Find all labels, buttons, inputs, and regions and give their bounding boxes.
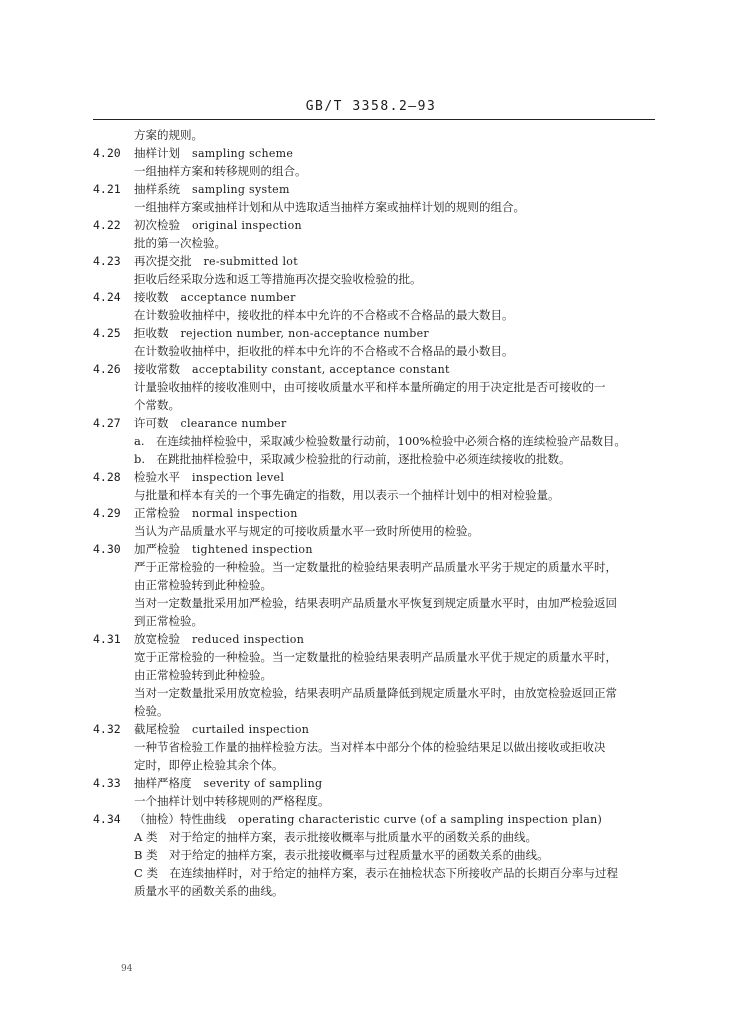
clause-heading xyxy=(0,144,742,162)
definition-text: C 类 在连续抽样时，对于给定的抽样方案，表示在抽检状态下所接收产品的长期百分率与过程 xyxy=(134,866,618,880)
term-chinese: 检验水平 xyxy=(134,470,180,484)
term-chinese: 再次提交批 xyxy=(134,254,192,268)
term-chinese: 加严检验 xyxy=(134,542,180,556)
clause-term xyxy=(134,324,429,343)
definition-text: 在计数验收抽样中，接收批的样本中允许的不合格或不合格品的最大数目。 xyxy=(134,308,514,322)
clause-text-line xyxy=(0,162,742,180)
clause-text-line xyxy=(0,486,742,504)
term-english: severity of sampling xyxy=(203,777,323,790)
definition-text: B 类 对于给定的抽样方案，表示批接收概率与过程质量水平的函数关系的曲线。 xyxy=(134,848,549,862)
clause-heading xyxy=(0,180,742,198)
clause-number: 4.25 xyxy=(93,326,121,340)
term-english: sampling system xyxy=(192,183,290,196)
definition-text: 当对一定数量批采用加严检验，结果表明产品质量水平恢复到规定质量水平时，由加严检验返回 xyxy=(134,596,617,610)
definition-text: 计量验收抽样的接收准则中，由可接收质量水平和样本量所确定的用于决定批是否可接收的一 xyxy=(134,380,606,394)
clause-term xyxy=(134,414,287,433)
clause-text-line xyxy=(0,522,742,540)
definition-text: 当对一定数量批采用放宽检验，结果表明产品质量降低到规定质量水平时，由放宽检验返回正常 xyxy=(134,686,617,700)
definition-text: 批的第一次检验。 xyxy=(134,236,226,250)
clause-number: 4.26 xyxy=(93,362,121,376)
term-english: reduced inspection xyxy=(192,633,305,646)
definition-text: 一组抽样方案和转移规则的组合。 xyxy=(134,164,307,178)
definition-text: 个常数。 xyxy=(134,398,180,412)
definition-text: 一种节省检验工作量的抽样检验方法。当对样本中部分个体的检验结果足以做出接收或拒收决 xyxy=(134,740,606,754)
clause-text-line xyxy=(0,846,742,864)
term-chinese: 初次检验 xyxy=(134,218,180,232)
clause-text-line xyxy=(0,702,742,720)
clause-heading xyxy=(0,414,742,432)
term-english: normal inspection xyxy=(192,507,298,520)
clause-text-line xyxy=(0,450,742,468)
definition-text: 拒收后经采取分选和返工等措施再次提交验收检验的批。 xyxy=(134,272,422,286)
clause-heading xyxy=(0,324,742,342)
definition-text: 由正常检验转到此种检验。 xyxy=(134,578,272,592)
clause-number: 4.29 xyxy=(93,506,121,520)
clause-number: 4.20 xyxy=(93,146,121,160)
clause-text-line xyxy=(0,828,742,846)
definition-text: a. 在连续抽样检验中，采取减少检验数量行动前，100%检验中必须合格的连续检验产品数目。 xyxy=(134,434,626,448)
clause-number: 4.31 xyxy=(93,632,121,646)
clause-text-line xyxy=(0,558,742,576)
clause-heading xyxy=(0,720,742,738)
term-english: acceptability constant, acceptance constant xyxy=(192,363,450,376)
clause-heading xyxy=(0,774,742,792)
clause-number: 4.32 xyxy=(93,722,121,736)
clause-text-line xyxy=(0,306,742,324)
term-chinese: 抽样严格度 xyxy=(134,776,192,790)
clause-term xyxy=(134,180,290,199)
term-chinese: 拒收数 xyxy=(134,326,169,340)
clause-number: 4.24 xyxy=(93,290,121,304)
clause-term xyxy=(134,504,298,523)
clause-text-line xyxy=(0,432,742,450)
term-chinese: 放宽检验 xyxy=(134,632,180,646)
clause-term xyxy=(134,468,284,487)
clause-text-line xyxy=(0,666,742,684)
clause-term xyxy=(134,144,293,163)
clause-heading xyxy=(0,216,742,234)
term-english: clearance number xyxy=(180,417,287,430)
clause-number: 4.23 xyxy=(93,254,121,268)
clause-term xyxy=(134,360,450,379)
clause-term xyxy=(134,216,302,235)
clause-text-line xyxy=(0,342,742,360)
clause-term xyxy=(134,720,309,739)
clause-term xyxy=(134,540,313,559)
clause-number: 4.34 xyxy=(93,812,121,826)
definition-text: A 类 对于给定的抽样方案，表示批接收概率与批质量水平的函数关系的曲线。 xyxy=(134,830,537,844)
standard-code-header: GB/T 3358.2—93 xyxy=(305,99,437,114)
term-chinese: 许可数 xyxy=(134,416,169,430)
term-chinese: 截尾检验 xyxy=(134,722,180,736)
clause-heading xyxy=(0,468,742,486)
clause-text-line xyxy=(0,756,742,774)
clause-number: 4.28 xyxy=(93,470,121,484)
term-english: re-submitted lot xyxy=(203,255,298,268)
clause-text-line xyxy=(0,234,742,252)
definition-text: 宽于正常检验的一种检验。当一定数量批的检验结果表明产品质量水平优于规定的质量水平时， xyxy=(134,650,617,664)
clause-text-line xyxy=(0,864,742,882)
clause-heading xyxy=(0,630,742,648)
clause-heading xyxy=(0,540,742,558)
term-chinese: 抽样系统 xyxy=(134,182,180,196)
definition-text: 检验。 xyxy=(134,704,169,718)
definition-text: 方案的规则。 xyxy=(134,128,203,142)
clause-term xyxy=(134,810,602,829)
clause-text-line xyxy=(0,576,742,594)
clause-text-line xyxy=(0,594,742,612)
term-english: operating characteristic curve (of a sampling inspection plan) xyxy=(238,813,603,826)
clause-text-line xyxy=(0,396,742,414)
clause-heading xyxy=(0,288,742,306)
clause-text-line xyxy=(0,198,742,216)
definition-text: 当认为产品质量水平与规定的可接收质量水平一致时所使用的检验。 xyxy=(134,524,479,538)
header-rule xyxy=(93,119,655,120)
term-english: rejection number, non-acceptance number xyxy=(180,327,429,340)
clause-text-line xyxy=(0,882,742,900)
definition-text: 严于正常检验的一种检验。当一定数量批的检验结果表明产品质量水平劣于规定的质量水平时， xyxy=(134,560,617,574)
term-chinese: （抽检）特性曲线 xyxy=(134,812,226,826)
term-chinese: 正常检验 xyxy=(134,506,180,520)
definition-text: 在计数验收抽样中，拒收批的样本中允许的不合格或不合格品的最小数目。 xyxy=(134,344,514,358)
term-chinese: 抽样计划 xyxy=(134,146,180,160)
clause-heading xyxy=(0,360,742,378)
clause-number: 4.30 xyxy=(93,542,121,556)
clause-text-line xyxy=(0,792,742,810)
clause-text-line xyxy=(0,648,742,666)
clause-text-line xyxy=(0,270,742,288)
term-english: original inspection xyxy=(192,219,302,232)
clause-term xyxy=(134,288,296,307)
term-english: tightened inspection xyxy=(192,543,313,556)
clause-heading xyxy=(0,504,742,522)
term-english: curtailed inspection xyxy=(192,723,310,736)
definition-text: 到正常检验。 xyxy=(134,614,203,628)
clause-text-line xyxy=(0,612,742,630)
definition-text: 一组抽样方案或抽样计划和从中选取适当抽样方案或抽样计划的规则的组合。 xyxy=(134,200,525,214)
term-english: acceptance number xyxy=(180,291,296,304)
clause-text-line xyxy=(0,378,742,396)
clause-text-line xyxy=(0,684,742,702)
clause-number: 4.33 xyxy=(93,776,121,790)
page-number: 94 xyxy=(121,964,133,974)
term-chinese: 接收常数 xyxy=(134,362,180,376)
clause-number: 4.21 xyxy=(93,182,121,196)
term-english: sampling scheme xyxy=(192,147,294,160)
clause-number: 4.22 xyxy=(93,218,121,232)
document-body xyxy=(0,126,742,900)
clause-text-line xyxy=(0,738,742,756)
clause-term xyxy=(134,252,298,271)
term-english: inspection level xyxy=(192,471,285,484)
clause-heading xyxy=(0,810,742,828)
term-chinese: 接收数 xyxy=(134,290,169,304)
clause-term xyxy=(134,774,322,793)
definition-text: 一个抽样计划中转移规则的严格程度。 xyxy=(134,794,330,808)
definition-text: 定时，即停止检验其余个体。 xyxy=(134,758,284,772)
definition-text: 由正常检验转到此种检验。 xyxy=(134,668,272,682)
clause-term xyxy=(134,630,304,649)
clause-heading xyxy=(0,252,742,270)
clause-number: 4.27 xyxy=(93,416,121,430)
definition-text: b. 在跳批抽样检验中，采取减少检验批的行动前，逐批检验中必须连续接收的批数。 xyxy=(134,452,571,466)
definition-text: 质量水平的函数关系的曲线。 xyxy=(134,884,284,898)
clause-text-line xyxy=(0,126,742,144)
definition-text: 与批量和样本有关的一个事先确定的指数，用以表示一个抽样计划中的相对检验量。 xyxy=(134,488,560,502)
